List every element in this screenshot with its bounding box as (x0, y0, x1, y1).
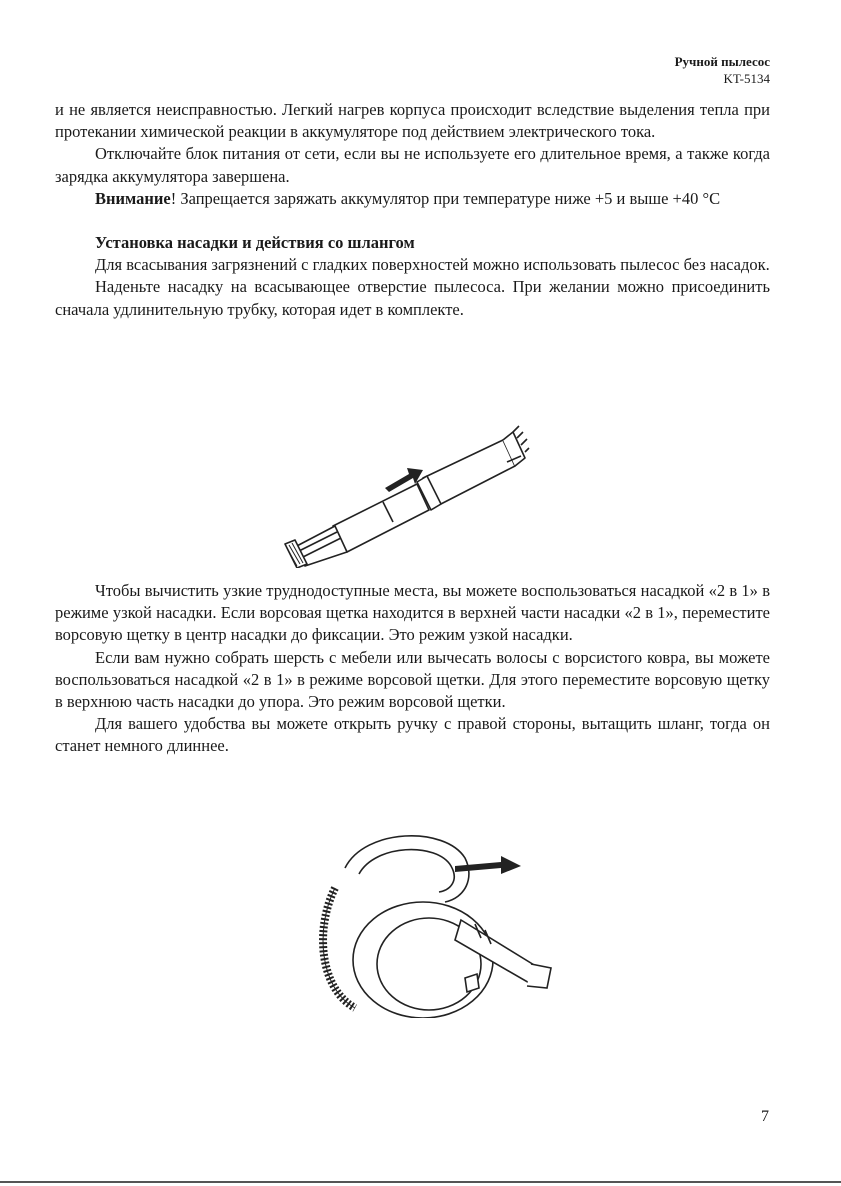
paragraph-attach-nozzle: Наденьте насадку на всасывающее отверстие пылесоса. При желании можно присоединить сначала удлинительную трубку, которая идет в комплекте. (55, 277, 770, 319)
text-block-bottom (55, 580, 770, 758)
paragraph-heating: и не является неисправностью. Легкий нагрев корпуса происходит вследствие выделения тепла при протекании химической реакции в аккумуляторе под действием электрического тока. (55, 100, 770, 142)
page-header (675, 53, 770, 87)
hose-extend-illustration (295, 828, 555, 1018)
warning-text: ! Запрещается заряжать аккумулятор при температуре ниже +5 и выше +40 °С (170, 188, 721, 208)
paragraph-no-nozzle: Для всасывания загрязнений с гладких поверхностей можно использовать пылесос без насадок. (95, 255, 770, 275)
paragraph-unplug: Отключайте блок питания от сети, если вы не используете его длительное время, а также когда зарядка аккумулятора завершена. (55, 144, 770, 186)
paragraph-warning (55, 188, 770, 210)
page-number: 7 (761, 1108, 769, 1125)
footer-rule (0, 1181, 841, 1183)
model-number: KT-5134 (723, 71, 770, 86)
section-heading-text: Установка насадки и действия со шлангом (95, 233, 415, 253)
paragraph-narrow-mode: Чтобы вычистить узкие труднодоступные места, вы можете воспользоваться насадкой «2 в 1» в режиме узкой насадки. Если ворсовая щетка находится в верхней части насадки «2 в 1», переместите ворсовую щетку в центр насадки до фиксации. Это режим узкой насадки. (55, 581, 770, 645)
text-block-top (55, 99, 770, 321)
paragraph-brush-mode: Если вам нужно собрать шерсть с мебели или вычесать волосы с ворсистого ковра, вы можете воспользоваться насадкой «2 в 1» в режиме ворсовой щетки. Для этого переместите ворсовую щетку в верхнюю часть насадки до упора. Это режим ворсовой щетки. (55, 647, 770, 712)
section-heading (55, 232, 770, 254)
paragraph-hose: Для вашего удобства вы можете открыть ручку с правой стороны, вытащить шланг, тогда он станет немного длиннее. (55, 714, 770, 756)
product-name: Ручной пылесос (674, 54, 770, 69)
nozzle-attach-illustration (275, 418, 535, 568)
warning-label: Внимание (95, 188, 171, 208)
